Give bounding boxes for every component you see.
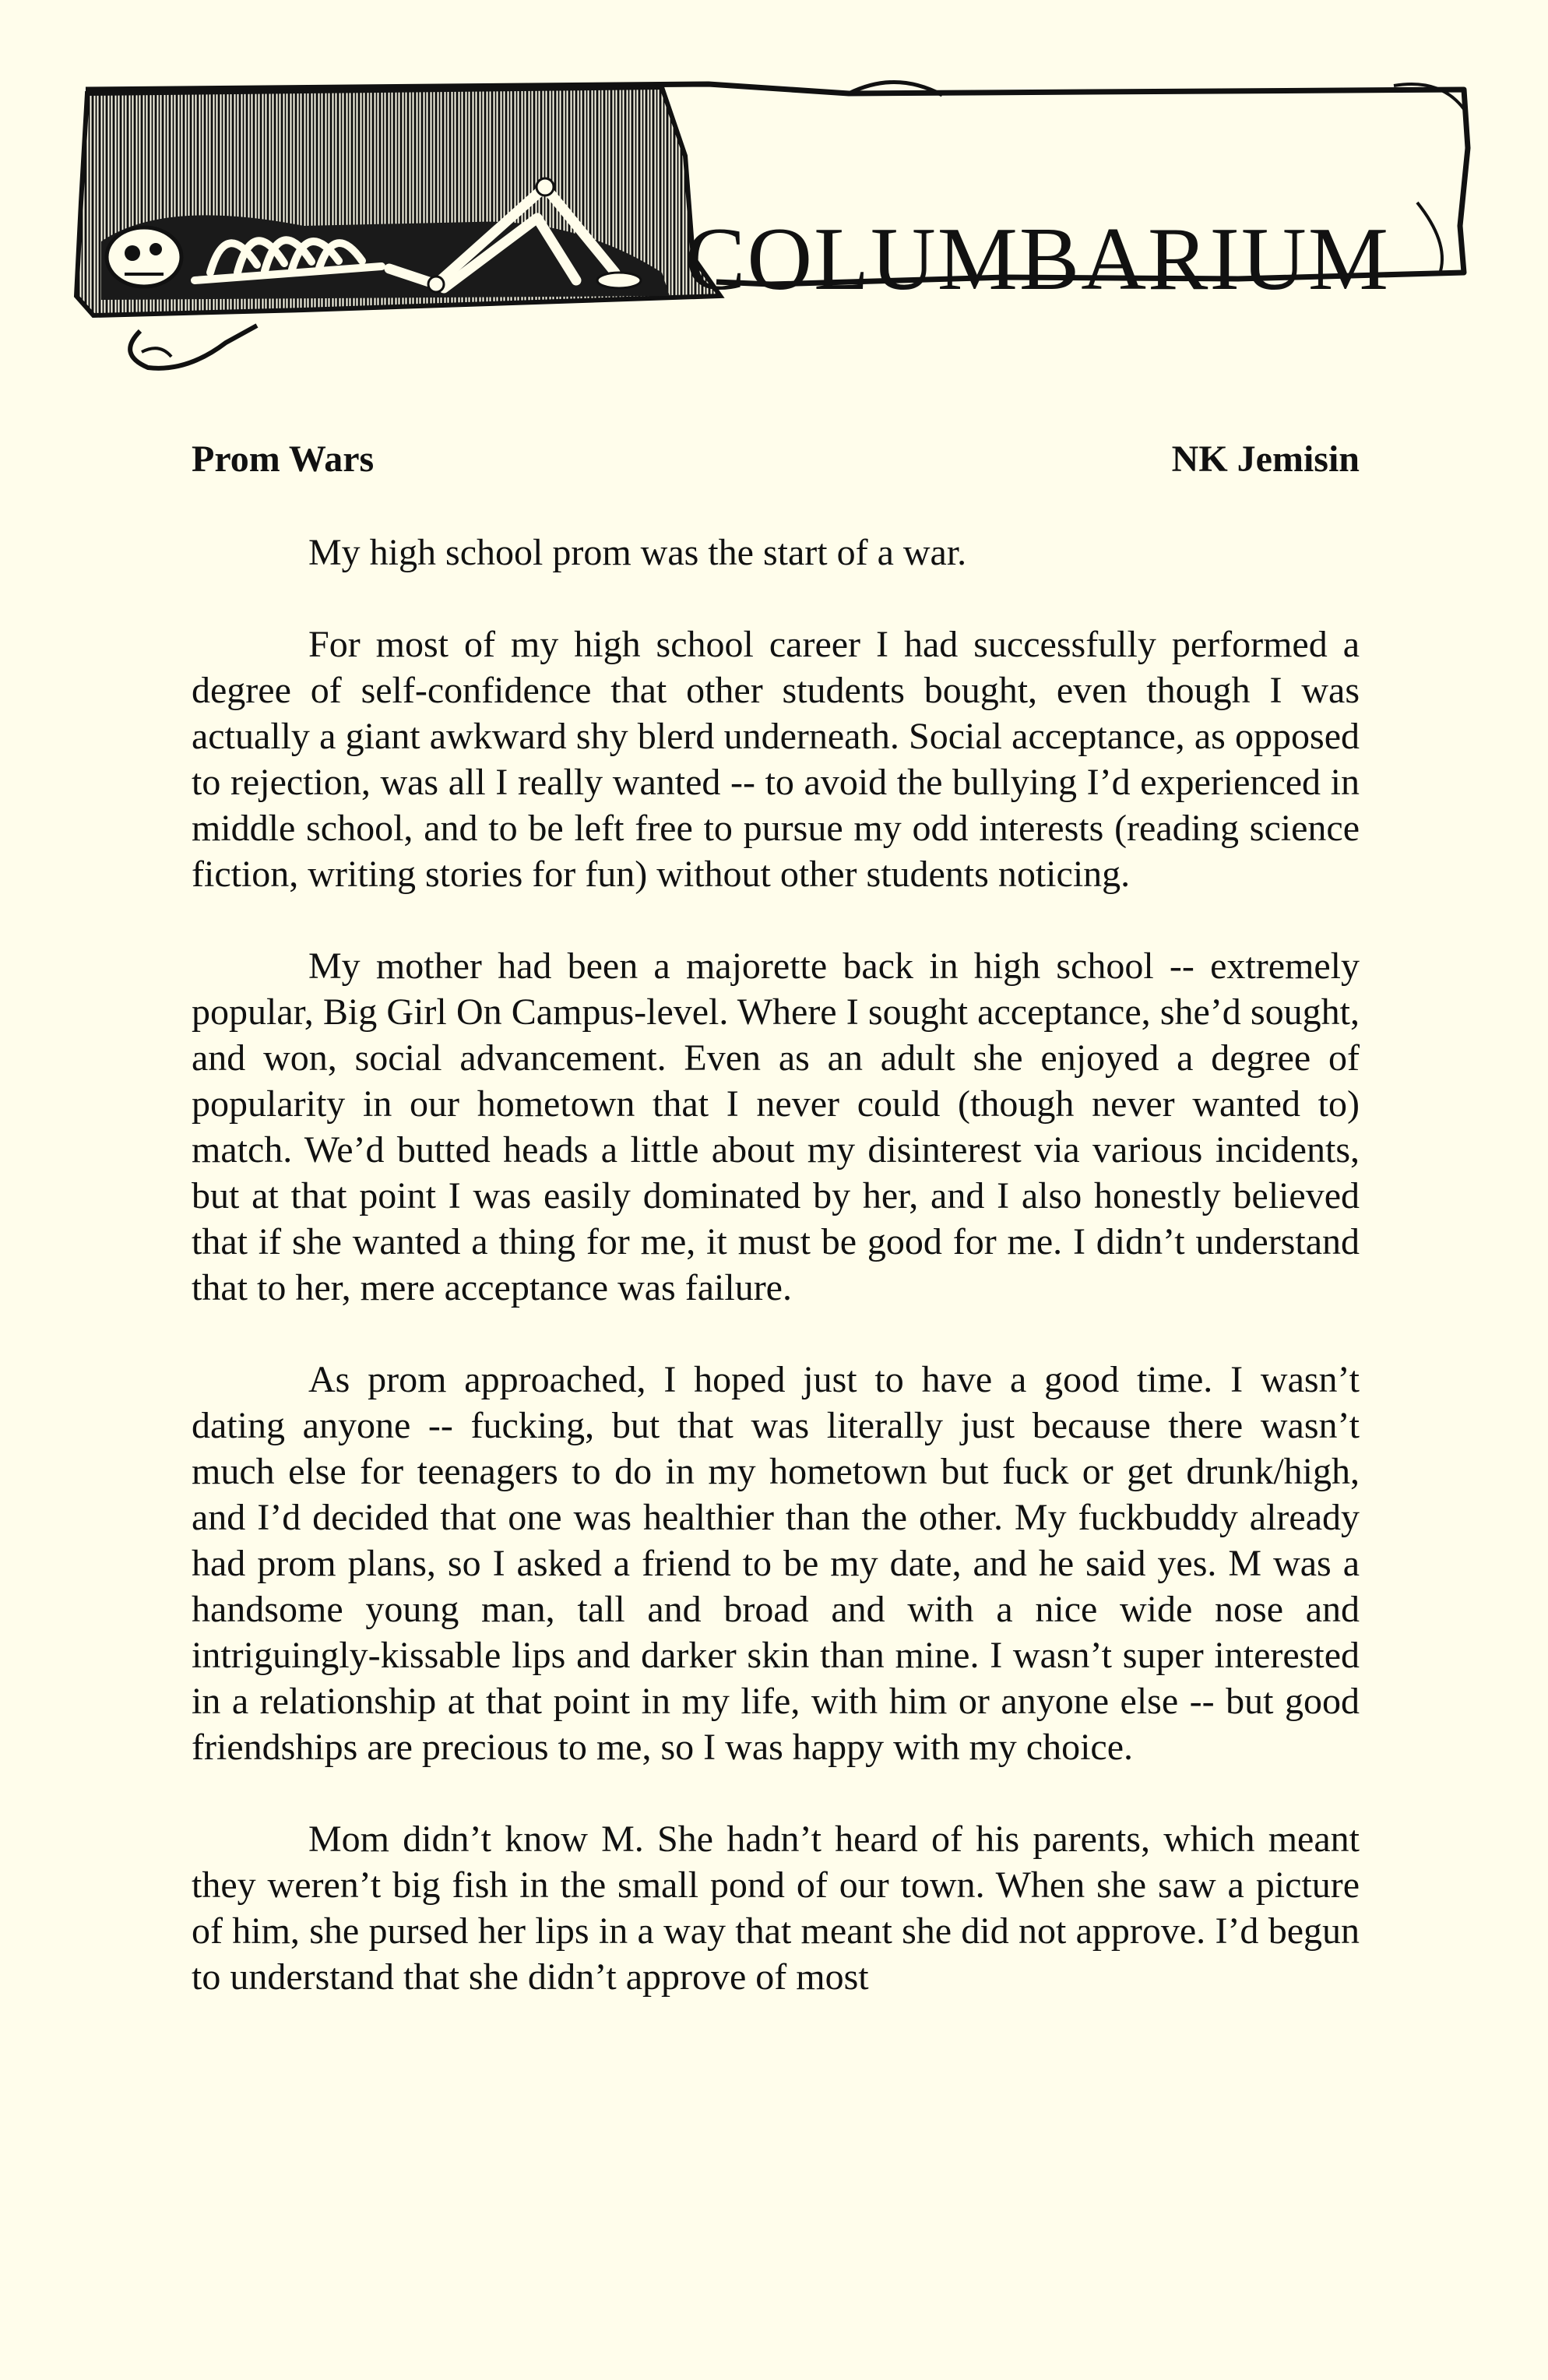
paragraph: Mom didn’t know M. She hadn’t heard of his parents, which meant they weren’t big fish in the small pond of our town. When she saw a picture of him, she pursed her lips in a way that meant she did not approve. I’d begun to understand that she didn’t approve of most: [192, 1818, 1360, 1998]
author-name: NK Jemisin: [1171, 438, 1360, 480]
masthead-title: COLUMBARIUM: [685, 209, 1390, 309]
paragraph: My mother had been a majorette back in high school -- extremely popular, Big Girl On Campus-level. Where I sought acceptance, she’d sought, and won, social advancement. Even as an adult she enjoyed a degree of popularity in our hometown that I never could (though never wanted to) match. We’d butted heads a little about my disinterest via various incidents, but at that point I was easily dominated by her, and I also honestly believed that if she wanted a thing for me, it must be good for me. I didn’t understand that to her, mere acceptance was failure.: [192, 945, 1360, 1308]
byline: [192, 432, 1360, 487]
masthead-banner: [70, 62, 1472, 389]
story-title: Prom Wars: [192, 438, 375, 480]
paragraph: My high school prom was the start of a war.: [308, 532, 967, 573]
skull-icon: [107, 227, 181, 287]
article-body: [192, 530, 1360, 2046]
paragraph: As prom approached, I hoped just to have a good time. I wasn’t dating anyone -- fucking, but that was literally just because there wasn’t much else for teenagers to do in my hometown but fuck or get drunk/high, and I’d decided that one was healthier than the other. My fuckbuddy already had prom plans, so I asked a friend to be my date, and he said yes. M was a handsome young man, tall and broad and with a nice wide nose and intriguingly-kissable lips and darker skin than mine. I wasn’t super interested in a relationship at that point in my life, with him or anyone else -- but good friendships are precious to me, so I was happy with my choice.: [192, 1359, 1360, 1768]
paragraph: For most of my high school career I had successfully performed a degree of self-confidence that other students bought, even though I was actually a giant awkward shy blerd underneath. Social acceptance, as opposed to rejection, was all I really wanted -- to avoid the bullying I’d experienced in middle school, and to be left free to pursue my odd interests (reading science fiction, writing stories for fun) without other students noticing.: [192, 624, 1360, 895]
